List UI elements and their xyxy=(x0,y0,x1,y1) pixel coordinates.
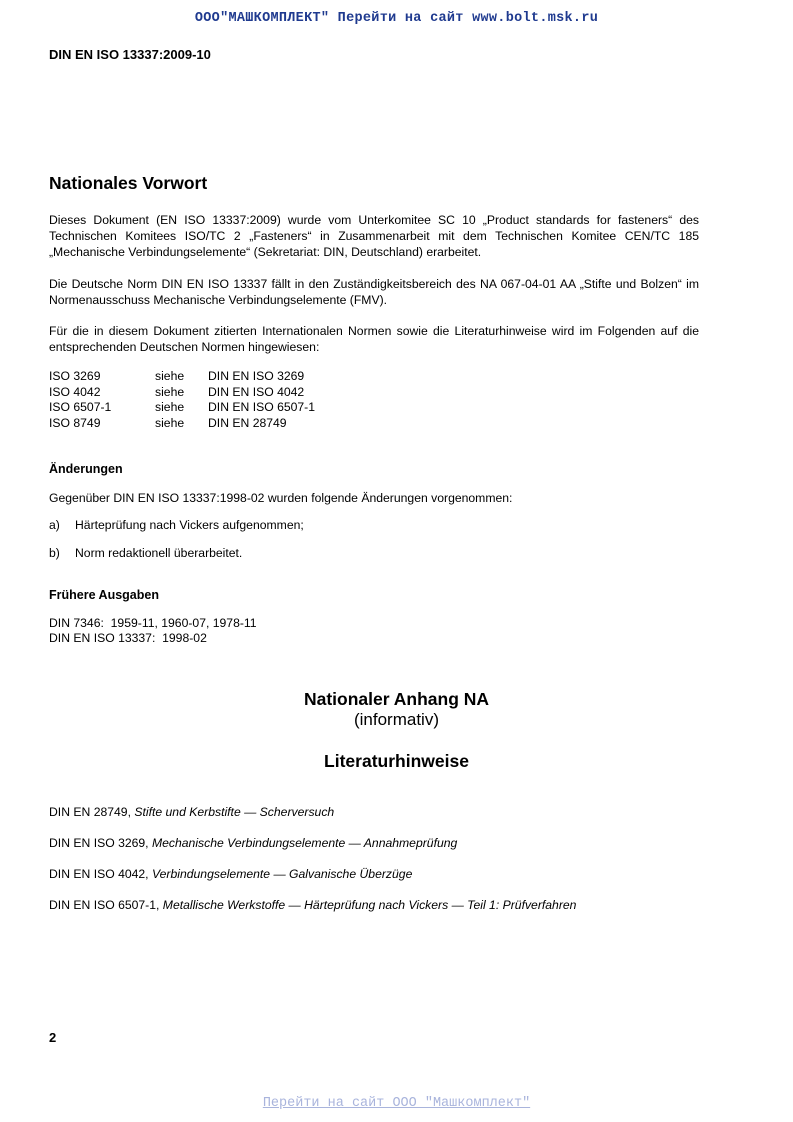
list-marker: a) xyxy=(49,518,60,532)
document-id: DIN EN ISO 13337:2009-10 xyxy=(49,47,211,62)
iso-standard: ISO 8749 xyxy=(49,415,101,430)
bibliography-entry xyxy=(49,804,334,820)
earlier-edition-line: DIN EN ISO 13337: 1998-02 xyxy=(49,631,207,645)
din-standard: DIN EN 28749 xyxy=(208,415,287,430)
page-number: 2 xyxy=(49,1030,57,1045)
earlier-editions-title: Frühere Ausgaben xyxy=(49,588,159,602)
reference-word: siehe xyxy=(155,415,185,430)
foreword-paragraph-3: Für die in diesem Dokument zitierten Internationalen Normen sowie die Literaturhinweise wird im Folgenden auf die entsprechenden Deutschen Normen hingewiesen: xyxy=(49,324,699,354)
iso-standard: ISO 4042 xyxy=(49,384,101,399)
reference-word: siehe xyxy=(155,384,185,399)
bibliography-title: Literaturhinweise xyxy=(324,751,469,771)
annex-subtitle: (informativ) xyxy=(353,710,439,729)
foreword-paragraph-2: Die Deutsche Norm DIN EN ISO 13337 fällt in den Zuständigkeitsbereich des NA 067-04-01 AA „Stifte und Bolzen“ im Normenausschuss Mechanische Verbindungselemente (FMV). xyxy=(49,277,699,307)
bibliography-entry xyxy=(49,897,576,913)
bibliography-ref-title: Stifte und Kerbstifte — Scherversuch xyxy=(134,805,335,819)
din-standard: DIN EN ISO 6507-1 xyxy=(208,400,316,415)
bibliography-ref: DIN EN ISO 6507-1, xyxy=(49,898,163,912)
reference-word: siehe xyxy=(155,369,185,383)
reference-word: siehe xyxy=(155,400,185,415)
iso-standard: ISO 6507-1 xyxy=(49,400,112,415)
foreword-title: Nationales Vorwort xyxy=(49,173,208,193)
site-banner-link[interactable]: ООО"МАШКОМПЛЕКТ" Перейти на сайт www.bolt.msk.ru xyxy=(194,11,599,26)
bibliography-ref: DIN EN ISO 4042, xyxy=(49,867,152,881)
company-site-link[interactable]: Перейти на сайт ООО "Машкомплект" xyxy=(262,1096,531,1111)
reference-row xyxy=(49,400,315,416)
annex-title: Nationaler Anhang NA xyxy=(303,689,490,709)
earlier-edition-line: DIN 7346: 1959-11, 1960-07, 1978-11 xyxy=(49,616,257,630)
foreword-paragraph-1: Dieses Dokument (EN ISO 13337:2009) wurde vom Unterkomitee SC 10 „Product standards for fasteners“ des Technischen Komitees ISO/TC 2 „Fasteners“ in Zusammenarbeit mit dem Technischen Komitee CEN/TC 185 „Mechanische Verbindungselemente“ (Sekretariat: DIN, Deutschland) erarbeitet. xyxy=(49,213,699,259)
list-item xyxy=(49,517,304,533)
din-standard: DIN EN ISO 4042 xyxy=(208,384,305,399)
bibliography-ref: DIN EN 28749, xyxy=(49,805,135,819)
iso-standard: ISO 3269 xyxy=(49,369,101,383)
din-standard: DIN EN ISO 3269 xyxy=(208,369,305,383)
list-item-text: Härteprüfung nach Vickers aufgenommen; xyxy=(75,518,304,532)
bibliography-entry xyxy=(49,866,412,882)
list-item xyxy=(49,545,242,561)
list-item-text: Norm redaktionell überarbeitet. xyxy=(75,546,243,560)
bibliography-ref-title: Verbindungselemente — Galvanische Überzüge xyxy=(151,867,413,881)
changes-title: Änderungen xyxy=(49,462,123,476)
reference-row xyxy=(49,416,315,432)
bibliography-ref-title: Metallische Werkstoffe — Härteprüfung nach Vickers — Teil 1: Prüfverfahren xyxy=(162,898,577,912)
reference-row xyxy=(49,369,315,385)
reference-table xyxy=(49,369,315,431)
bibliography-ref: DIN EN ISO 3269, xyxy=(49,836,152,850)
reference-row xyxy=(49,385,315,401)
list-marker: b) xyxy=(49,546,60,560)
bibliography-entry xyxy=(49,835,457,851)
bibliography-ref-title: Mechanische Verbindungselemente — Annahmeprüfung xyxy=(151,836,458,850)
changes-intro: Gegenüber DIN EN ISO 13337:1998-02 wurden folgende Änderungen vorgenommen: xyxy=(49,491,513,505)
